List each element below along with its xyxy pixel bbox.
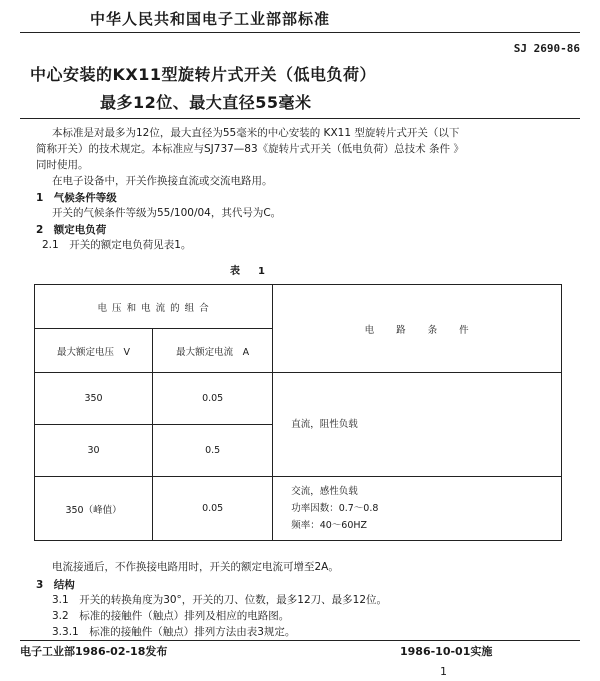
intro-paragraph2: 在电子设备中，开关作换接直流或交流电路用。 [52,175,273,187]
issuing-organization: 中华人民共和国电子工业部部标准 [90,10,331,28]
section1-text: 开关的气候条件等级为55/100/04，其代号为C。 [52,207,282,219]
voltage-cell: 350（峰值） [35,477,153,541]
after-table-note: 电流接通后，不作换接电路用时，开关的额定电流可增至2A。 [52,561,339,573]
ac-condition-line3: 频率：40～60HZ [291,520,368,531]
section3-item-3-3-1: 3.3.1 标准的接触件（触点）排列方法由表3规定。 [52,626,296,638]
conditions-dc [273,373,562,477]
conditions-header: 电 路 条 件 [273,285,562,373]
page-number: 1 [440,665,447,678]
current-cell: 0.5 [153,425,273,477]
intro-line3: 同时使用。 [36,159,89,171]
voltage-header: 最大额定电压 V [35,329,153,373]
title-rule [20,118,580,119]
issued-date: 电子工业部1986-02-18发布 [20,645,168,658]
intro-line2: 简称开关）的技术规定。本标准应与SJ737—83《旋转片式开关（低电负荷）总技术 条件 》 [36,143,464,155]
section3-item-3-2: 3.2 标准的接触件（触点）排列及相应的电路图。 [52,610,290,622]
section2-item-2-1: 2.1 开关的额定电负荷见表1。 [42,239,192,251]
effective-date: 1986-10-01实施 [400,645,493,658]
voltage-cell: 350 [35,373,153,425]
current-cell: 0.05 [153,477,273,541]
ac-condition-line1: 交流，感性负载 [291,486,358,497]
table1 [34,284,562,541]
section2-heading: 2 额定电负荷 [36,224,107,236]
standard-code: SJ 2690-86 [513,42,580,55]
conditions-ac [273,477,562,541]
current-header: 最大额定电流 A [153,329,273,373]
table-row [35,373,562,425]
doc-title-line2: 最多12位、最大直径55毫米 [100,93,312,112]
group-header: 电 压 和 电 流 的 组 合 [35,285,273,329]
ac-condition-line2: 功率因数：0.7～0.8 [291,503,379,514]
section3-heading: 3 结构 [36,579,75,591]
footer-rule [20,640,580,641]
intro-line1: 本标准是对最多为12位，最大直径为55毫米的中心安装的 KX11 型旋转片式开关（以下 [52,127,460,139]
dc-condition-text: 直流，阻性负载 [291,419,358,430]
header-rule [20,32,580,33]
table1-title: 表 1 [230,266,269,277]
table-row [35,477,562,541]
voltage-cell: 30 [35,425,153,477]
section1-heading: 1 气候条件等级 [36,192,117,204]
section3-item-3-1: 3.1 开关的转换角度为30°，开关的刀、位数，最多12刀、最多12位。 [52,594,388,606]
current-cell: 0.05 [153,373,273,425]
doc-title-line1: 中心安装的KX11型旋转片式开关（低电负荷） [30,65,377,84]
